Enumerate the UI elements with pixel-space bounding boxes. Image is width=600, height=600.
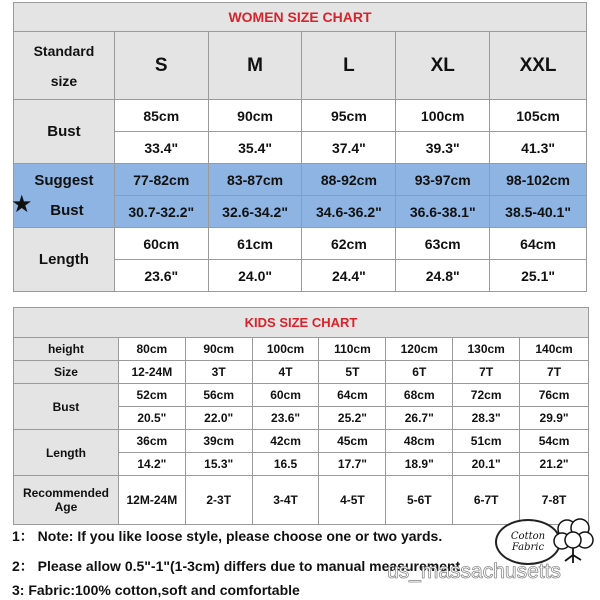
kids-bust-inch-cell: 23.6" — [252, 407, 319, 430]
age-cell: 2-3T — [185, 476, 252, 525]
suggest-inch-cell: 30.7-32.2" — [114, 196, 208, 228]
kids-bust-inch-cell: 20.5" — [118, 407, 185, 430]
size-cell: 7T — [453, 361, 520, 384]
length-inch-cell: 23.6" — [114, 260, 208, 292]
kids-length-inch-cell: 15.3" — [185, 453, 252, 476]
watermark-text: us_massachusetts — [387, 560, 561, 583]
height-cell: 80cm — [118, 338, 185, 361]
kids-length-cm-cell: 36cm — [118, 430, 185, 453]
kids-length-inch-cell: 17.7" — [319, 453, 386, 476]
size-s-header: S — [114, 32, 208, 100]
bust-inch-cell: 37.4" — [302, 132, 396, 164]
size-cell: 4T — [252, 361, 319, 384]
kids-bust-inch-cell: 26.7" — [386, 407, 453, 430]
age-cell: 5-6T — [386, 476, 453, 525]
age-cell: 4-5T — [319, 476, 386, 525]
kids-bust-cm-cell: 52cm — [118, 384, 185, 407]
bust-cm-cell: 105cm — [490, 100, 587, 132]
length-inch-cell: 24.4" — [302, 260, 396, 292]
suggest-inch-cell: 32.6-34.2" — [208, 196, 302, 228]
kids-bust-cm-cell: 68cm — [386, 384, 453, 407]
size-cell: 3T — [185, 361, 252, 384]
bust-inch-cell: 35.4" — [208, 132, 302, 164]
suggest-cm-cell: 83-87cm — [208, 164, 302, 196]
length-cm-cell: 64cm — [490, 228, 587, 260]
kids-size-chart — [13, 307, 589, 525]
kids-length-inch-cell: 20.1" — [453, 453, 520, 476]
kids-length-inch-cell: 21.2" — [520, 453, 589, 476]
women-chart-title: WOMEN SIZE CHART — [14, 3, 587, 32]
height-cell: 100cm — [252, 338, 319, 361]
kids-length-cm-cell: 45cm — [319, 430, 386, 453]
suggest-inch-cell: 34.6-36.2" — [302, 196, 396, 228]
suggest-cm-cell: 93-97cm — [396, 164, 490, 196]
length-cm-cell: 63cm — [396, 228, 490, 260]
note-measurement: 2： Please allow 0.5"-1"(1-3cm) differs due to manual measurement. — [12, 558, 465, 574]
size-cell: 7T — [520, 361, 589, 384]
kids-bust-inch-cell: 22.0" — [185, 407, 252, 430]
note-loose-style: 1： Note: If you like loose style, please choose one or two yards. — [12, 528, 443, 544]
height-label: height — [14, 338, 119, 361]
size-label: Size — [14, 361, 119, 384]
kids-length-cm-cell: 39cm — [185, 430, 252, 453]
suggest-cm-cell: 98-102cm — [490, 164, 587, 196]
kids-bust-cm-cell: 56cm — [185, 384, 252, 407]
age-cell: 12M-24M — [118, 476, 185, 525]
star-icon: ★ — [11, 191, 33, 218]
age-cell: 7-8T — [520, 476, 589, 525]
standard-size-label: Standard size — [14, 32, 115, 100]
length-cm-cell: 62cm — [302, 228, 396, 260]
length-inch-cell: 24.8" — [396, 260, 490, 292]
size-xl-header: XL — [396, 32, 490, 100]
length-inch-cell: 24.0" — [208, 260, 302, 292]
height-cell: 130cm — [453, 338, 520, 361]
kids-length-cm-cell: 48cm — [386, 430, 453, 453]
suggest-cm-cell: 77-82cm — [114, 164, 208, 196]
bust-cm-cell: 85cm — [114, 100, 208, 132]
kids-length-cm-cell: 42cm — [252, 430, 319, 453]
age-cell: 6-7T — [453, 476, 520, 525]
kids-length-inch-cell: 18.9" — [386, 453, 453, 476]
suggest-inch-cell: 36.6-38.1" — [396, 196, 490, 228]
bust-inch-cell: 39.3" — [396, 132, 490, 164]
length-inch-cell: 25.1" — [490, 260, 587, 292]
kids-bust-cm-cell: 60cm — [252, 384, 319, 407]
kids-bust-inch-cell: 25.2" — [319, 407, 386, 430]
size-l-header: L — [302, 32, 396, 100]
kids-length-cm-cell: 51cm — [453, 430, 520, 453]
women-size-chart — [13, 2, 587, 292]
length-label: Length — [14, 228, 115, 292]
bust-inch-cell: 33.4" — [114, 132, 208, 164]
kids-chart-title: KIDS SIZE CHART — [14, 308, 589, 338]
bust-cm-cell: 95cm — [302, 100, 396, 132]
size-cell: 12-24M — [118, 361, 185, 384]
height-cell: 110cm — [319, 338, 386, 361]
suggest-inch-cell: 38.5-40.1" — [490, 196, 587, 228]
recommended-age-label: Recommended Age — [14, 476, 119, 525]
kids-length-label: Length — [14, 430, 119, 476]
bust-inch-cell: 41.3" — [490, 132, 587, 164]
note-fabric: 3: Fabric:100% cotton,soft and comfortable — [12, 582, 300, 598]
size-cell: 6T — [386, 361, 453, 384]
kids-bust-cm-cell: 76cm — [520, 384, 589, 407]
kids-bust-label: Bust — [14, 384, 119, 430]
age-cell: 3-4T — [252, 476, 319, 525]
size-cell: 5T — [319, 361, 386, 384]
length-cm-cell: 60cm — [114, 228, 208, 260]
size-xxl-header: XXL — [490, 32, 587, 100]
kids-length-cm-cell: 54cm — [520, 430, 589, 453]
size-m-header: M — [208, 32, 302, 100]
suggest-bust-label: Suggest Bust — [14, 164, 115, 228]
height-cell: 140cm — [520, 338, 589, 361]
bust-cm-cell: 90cm — [208, 100, 302, 132]
kids-bust-cm-cell: 64cm — [319, 384, 386, 407]
bust-cm-cell: 100cm — [396, 100, 490, 132]
height-cell: 90cm — [185, 338, 252, 361]
kids-length-inch-cell: 14.2" — [118, 453, 185, 476]
kids-bust-cm-cell: 72cm — [453, 384, 520, 407]
cotton-flower-icon — [550, 515, 596, 565]
kids-bust-inch-cell: 29.9" — [520, 407, 589, 430]
kids-length-inch-cell: 16.5 — [252, 453, 319, 476]
kids-bust-inch-cell: 28.3" — [453, 407, 520, 430]
bust-label: Bust — [14, 100, 115, 164]
height-cell: 120cm — [386, 338, 453, 361]
length-cm-cell: 61cm — [208, 228, 302, 260]
suggest-cm-cell: 88-92cm — [302, 164, 396, 196]
cotton-fabric-logo: Cotton Fabric — [495, 519, 561, 565]
